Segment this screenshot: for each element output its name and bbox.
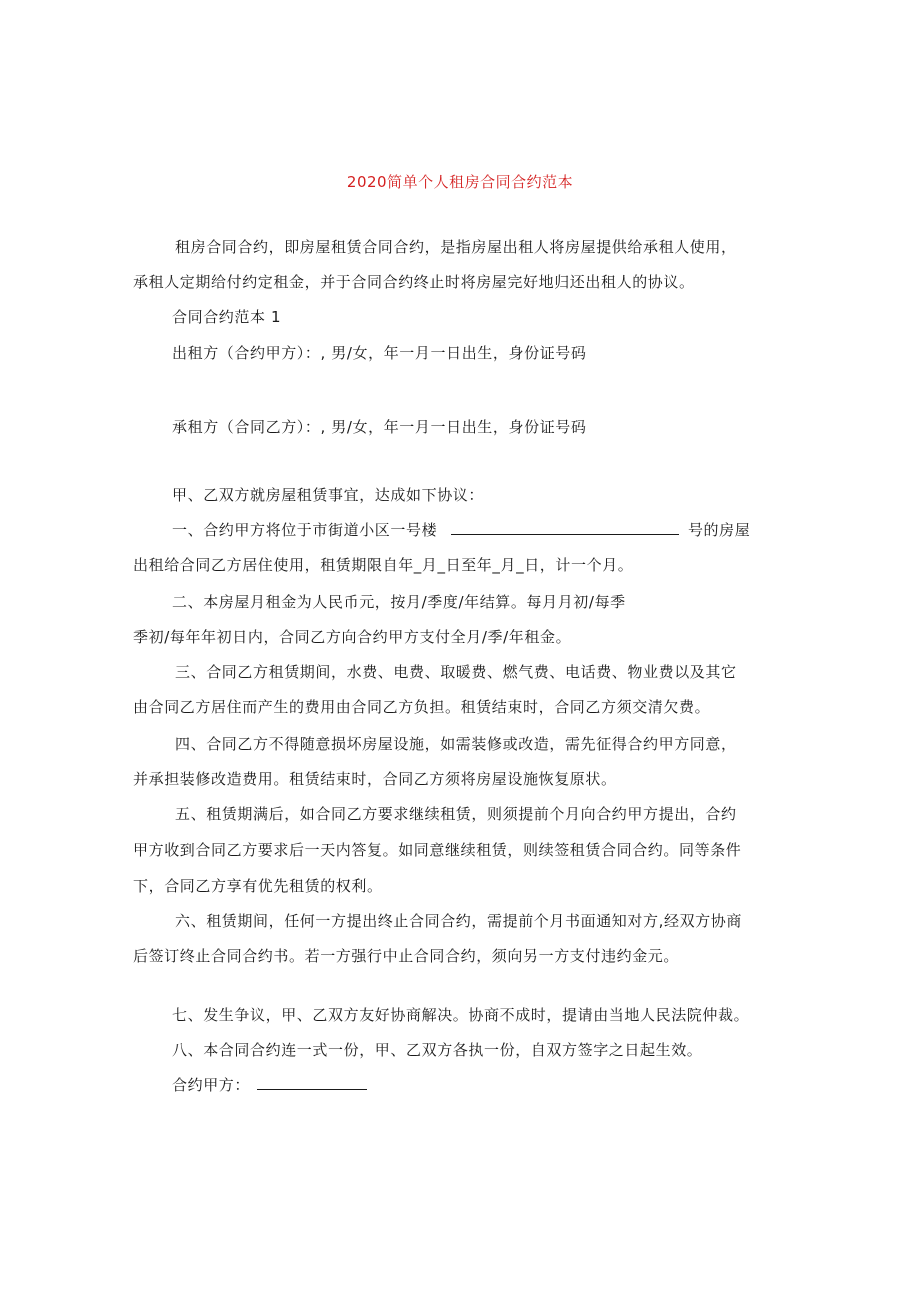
clause-4-line-1: 四、合同乙方不得随意损坏房屋设施，如需装修或改造，需先征得合约甲方同意， bbox=[175, 735, 737, 753]
clause-8: 八、本合同合约连一式一份，甲、乙双方各执一份，自双方签字之日起生效。 bbox=[172, 1041, 703, 1059]
signature-line bbox=[172, 1075, 367, 1095]
clause-6-line-2: 后签订终止合同合约书。若一方强行中止合同合约，须向另一方支付违约金元。 bbox=[133, 947, 680, 965]
clause-7: 七、发生争议，甲、乙双方友好协商解决。协商不成时，提请由当地人民法院仲裁。 bbox=[172, 1006, 750, 1024]
intro-line-1: 租房合同合约，即房屋租赁合同合约，是指房屋出租人将房屋提供给承租人使用， bbox=[175, 238, 737, 256]
clause-1-text-before: 一、合约甲方将位于市街道小区一号楼 bbox=[172, 521, 438, 539]
clause-4-line-2: 并承担装修改造费用。租赁结束时，合同乙方须将房屋设施恢复原状。 bbox=[133, 770, 617, 788]
intro-line-2: 承租人定期给付约定租金，并于合同合约终止时将房屋完好地归还出租人的协议。 bbox=[133, 273, 695, 291]
clause-1-line-1 bbox=[172, 520, 750, 540]
clause-5-line-1: 五、租赁期满后，如合同乙方要求继续租赁，则须提前个月向合约甲方提出，合约 bbox=[175, 805, 737, 823]
document-title: 2020简单个人租房合同合约范本 bbox=[346, 173, 574, 191]
clause-3-line-1: 三、合同乙方租赁期间，水费、电费、取暖费、燃气费、电话费、物业费以及其它 bbox=[175, 663, 737, 681]
clause-6-line-1: 六、租赁期间，任何一方提出终止合同合约，需提前个月书面通知对方,经双方协商 bbox=[175, 912, 742, 930]
signature-label: 合约甲方： bbox=[172, 1076, 251, 1094]
sample-heading: 合同合约范本 1 bbox=[172, 308, 282, 326]
lessor-line: 出租方（合约甲方）：, 男/女，年一月一日出生，身份证号码 bbox=[172, 344, 587, 362]
clause-5-line-2: 甲方收到合同乙方要求后一天内答复。如同意继续租赁，则续签租赁合同合约。同等条件 bbox=[133, 841, 742, 859]
clause-2-line-2: 季初/每年年初日内，合同乙方向合约甲方支付全月/季/年租金。 bbox=[133, 628, 572, 646]
agreement-intro: 甲、乙双方就房屋租赁事宜，达成如下协议： bbox=[172, 486, 485, 504]
address-blank bbox=[451, 520, 679, 535]
clause-1-line-2: 出租给合同乙方居住使用，租赁期限自年_月_日至年_月_日，计一个月。 bbox=[133, 556, 634, 574]
clause-5-line-3: 下，合同乙方享有优先租赁的权利。 bbox=[133, 877, 383, 895]
clause-1-text-after: 号的房屋 bbox=[687, 521, 751, 539]
clause-2-line-1: 二、本房屋月租金为人民币元，按月/季度/年结算。每月月初/每季 bbox=[172, 593, 626, 611]
lessee-line: 承租方（合同乙方）：, 男/女，年一月一日出生，身份证号码 bbox=[172, 418, 587, 436]
clause-3-line-2: 由合同乙方居住而产生的费用由合同乙方负担。租赁结束时，合同乙方须交清欠费。 bbox=[133, 698, 711, 716]
signature-blank bbox=[257, 1075, 367, 1090]
